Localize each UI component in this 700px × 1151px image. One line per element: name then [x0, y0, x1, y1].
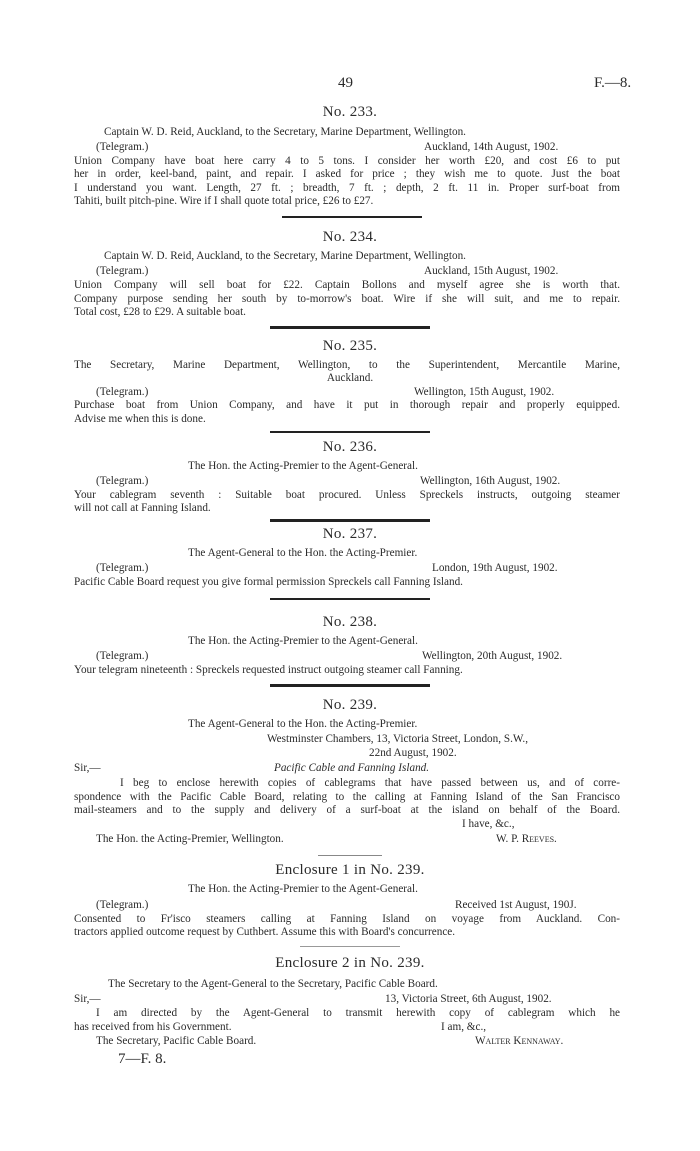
- letter-heading: Captain W. D. Reid, Auckland, to the Secretary, Marine Department, Wellington.: [104, 126, 466, 138]
- letter-heading-continued: Auckland.: [326, 372, 374, 384]
- letter-dateline: 13, Victoria Street, 6th August, 1902.: [385, 993, 552, 1005]
- signature-mark: 7—F. 8.: [118, 1051, 167, 1067]
- enclosure-number: Enclosure 1 in No. 239.: [275, 862, 425, 878]
- letter-address-date: 22nd August, 1902.: [369, 747, 457, 759]
- letter-body-line: I understand you want. Length, 27 ft. ; breadth, 7 ft. ; depth, 2 ft. 11 in. Proper surf-boat from: [74, 182, 620, 194]
- letter-body-line: will not call at Fanning Island.: [74, 502, 211, 514]
- letter-body-line: Tahiti, built pitch-pine. Wire if I shall quote total price, £26 to £27.: [74, 195, 374, 207]
- separator-rule: [270, 684, 430, 687]
- letter-closing: I have, &c.,: [462, 818, 515, 830]
- letter-number: No. 233.: [322, 104, 378, 120]
- document-reference: F.—8.: [594, 75, 632, 91]
- letter-body-line: Union Company will sell boat for £22. Captain Bollons and myself agree she is worth that.: [74, 279, 620, 291]
- separator-rule: [270, 431, 430, 433]
- letter-dateline: Auckland, 14th August, 1902.: [424, 141, 559, 153]
- letter-subject: Pacific Cable and Fanning Island.: [274, 762, 430, 774]
- letter-signature: W. P. Reeves.: [496, 833, 557, 845]
- separator-rule: [318, 855, 382, 856]
- letter-body-line: I beg to enclose herewith copies of cablegrams that have passed between us, and of corre-: [120, 777, 620, 789]
- letter-mode: (Telegram.): [96, 475, 149, 487]
- letter-body-line: Pacific Cable Board request you give formal permission Spreckels call Fanning Island.: [74, 576, 463, 588]
- letter-heading: The Hon. the Acting-Premier to the Agent-General.: [188, 883, 418, 895]
- letter-body-line: Purchase boat from Union Company, and have it put in thorough repair and properly equipped.: [74, 399, 620, 411]
- letter-mode: (Telegram.): [96, 650, 149, 662]
- letter-addressee: The Secretary, Pacific Cable Board.: [96, 1035, 257, 1047]
- separator-rule: [282, 216, 422, 218]
- letter-dateline: Wellington, 16th August, 1902.: [420, 475, 561, 487]
- letter-number: No. 237.: [322, 526, 378, 542]
- letter-body-line: I am directed by the Agent-General to transmit herewith copy of cablegram which he: [96, 1007, 620, 1019]
- letter-number: No. 234.: [322, 229, 378, 245]
- letter-heading: The Secretary to the Agent-General to the Secretary, Pacific Cable Board.: [108, 978, 438, 990]
- letter-dateline: Wellington, 20th August, 1902.: [422, 650, 563, 662]
- letter-body-line: Union Company have boat here carry 4 to 5 tons. I consider her worth £20, and cost £6 to put: [74, 155, 620, 167]
- enclosure-number: Enclosure 2 in No. 239.: [275, 955, 425, 971]
- letter-mode: (Telegram.): [96, 899, 149, 911]
- letter-address: Westminster Chambers, 13, Victoria Street, London, S.W.,: [267, 733, 528, 745]
- letter-dateline: London, 19th August, 1902.: [432, 562, 558, 574]
- letter-heading: The Agent-General to the Hon. the Acting-Premier.: [188, 718, 418, 730]
- letter-salutation: Sir,—: [74, 993, 101, 1005]
- separator-rule: [270, 519, 430, 522]
- separator-rule: [270, 326, 430, 329]
- letter-body-line: spondence with the Pacific Cable Board, relating to the calling at Fanning Island of the San Francisco: [74, 791, 620, 803]
- letter-number: No. 239.: [322, 697, 378, 713]
- letter-body-line: Your telegram nineteenth : Spreckels requested instruct outgoing steamer call Fanning.: [74, 664, 463, 676]
- letter-heading: The Secretary, Marine Department, Wellington, to the Superintendent, Mercantile Marine,: [74, 359, 620, 371]
- separator-rule: [300, 946, 400, 947]
- letter-body-line: Total cost, £28 to £29. A suitable boat.: [74, 306, 246, 318]
- letter-body-line: mail-steamers and to the supply and delivery of a surf-boat at the island on behalf of the Board.: [74, 804, 620, 816]
- letter-body-line: Consented to Fr'isco steamers calling at Fanning Island on voyage from Auckland. Con-: [74, 913, 620, 925]
- letter-number: No. 236.: [322, 439, 378, 455]
- letter-body-line: Your cablegram seventh : Suitable boat procured. Unless Spreckels instructs, outgoing steamer: [74, 489, 620, 501]
- separator-rule: [270, 598, 430, 600]
- letter-body-line: Company purpose sending her south by to-morrow's boat. Wire if she will suit, and me to repair.: [74, 293, 620, 305]
- letter-addressee: The Hon. the Acting-Premier, Wellington.: [96, 833, 284, 845]
- letter-heading: The Hon. the Acting-Premier to the Agent-General.: [188, 460, 418, 472]
- page-number: 49: [338, 75, 353, 91]
- letter-body-line: her in order, keel-band, paint, and repair. I asked for price ; they wish me to quote. Just the boat: [74, 168, 620, 180]
- letter-salutation: Sir,—: [74, 762, 101, 774]
- letter-signature: Walter Kennaway.: [475, 1035, 564, 1047]
- letter-mode: (Telegram.): [96, 265, 149, 277]
- letter-dateline: Auckland, 15th August, 1902.: [424, 265, 559, 277]
- letter-body-line: tractors applied outcome request by Cuthbert. Assume this with Board's concurrence.: [74, 926, 456, 938]
- letter-number: No. 235.: [322, 338, 378, 354]
- letter-mode: (Telegram.): [96, 562, 149, 574]
- letter-number: No. 238.: [322, 614, 378, 630]
- letter-body-line: has received from his Government.: [74, 1021, 232, 1033]
- letter-body-line: Advise me when this is done.: [74, 413, 206, 425]
- letter-heading: The Agent-General to the Hon. the Acting-Premier.: [188, 547, 418, 559]
- letter-closing: I am, &c.,: [441, 1021, 487, 1033]
- letter-dateline: Wellington, 15th August, 1902.: [414, 386, 555, 398]
- letter-mode: (Telegram.): [96, 141, 149, 153]
- letter-heading: The Hon. the Acting-Premier to the Agent-General.: [188, 635, 418, 647]
- letter-heading: Captain W. D. Reid, Auckland, to the Secretary, Marine Department, Wellington.: [104, 250, 466, 262]
- letter-dateline: Received 1st August, 190J.: [455, 899, 577, 911]
- letter-mode: (Telegram.): [96, 386, 149, 398]
